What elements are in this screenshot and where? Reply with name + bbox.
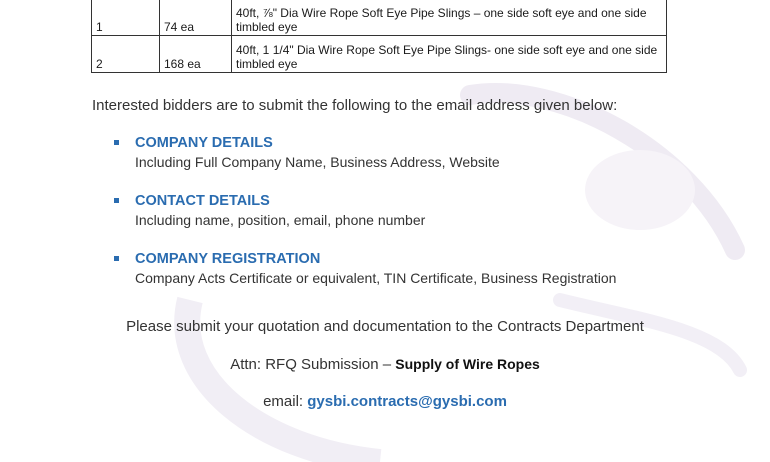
attention-line — [0, 356, 770, 373]
email-link[interactable]: gysbi.contracts@gysbi.com — [307, 393, 507, 410]
table-row — [92, 36, 667, 73]
item-number: 1 — [92, 0, 160, 36]
requirement-description: Including name, position, email, phone number — [135, 212, 426, 228]
requirement-description: Including Full Company Name, Business Address, Website — [135, 154, 500, 170]
attention-prefix: Attn: RFQ Submission – — [230, 356, 396, 373]
requirement-title: COMPANY DETAILS — [135, 135, 273, 151]
email-line — [0, 393, 770, 410]
bullet-icon — [114, 140, 119, 145]
item-number: 2 — [92, 36, 160, 73]
table-row — [92, 0, 667, 36]
items-table — [91, 0, 667, 73]
item-description: 40ft, ⅞" Dia Wire Rope Soft Eye Pipe Slings – one side soft eye and one side timbled eye — [232, 0, 667, 36]
bullet-icon — [114, 198, 119, 203]
item-quantity: 74 ea — [160, 0, 232, 36]
intro-text: Interested bidders are to submit the following to the email address given below: — [92, 97, 618, 114]
item-description: 40ft, 1 1/4" Dia Wire Rope Soft Eye Pipe Slings- one side soft eye and one side timbled eye — [232, 36, 667, 73]
item-quantity: 168 ea — [160, 36, 232, 73]
attention-subject: Supply of Wire Ropes — [395, 356, 540, 372]
bullet-icon — [114, 256, 119, 261]
submit-instructions: Please submit your quotation and documentation to the Contracts Department — [126, 318, 644, 335]
requirement-title: COMPANY REGISTRATION — [135, 251, 321, 267]
requirement-title: CONTACT DETAILS — [135, 193, 270, 209]
email-label: email: — [263, 393, 308, 410]
requirement-description: Company Acts Certificate or equivalent, TIN Certificate, Business Registration — [135, 270, 617, 286]
